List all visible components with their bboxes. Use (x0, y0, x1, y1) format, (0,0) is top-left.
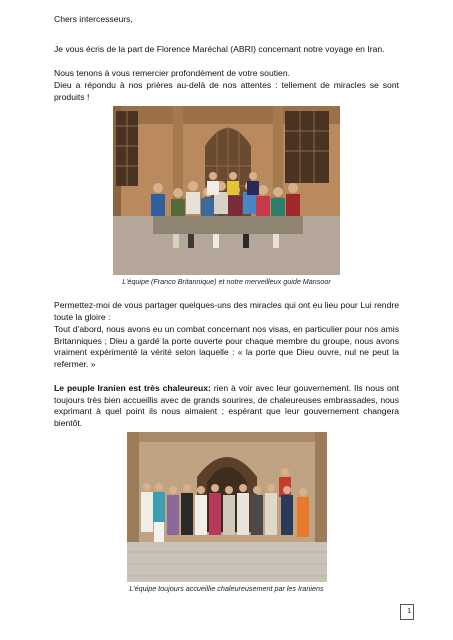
photo-caption-team: L’équipe (Franco Britannique) et notre merveilleux guide Mansoor (122, 277, 331, 286)
miracles-intro: Permettez-moi de vous partager quelques-uns des miracles qui ont eu lieu pour Lui rendre toute la gloire : (54, 300, 399, 322)
team-photo-image (113, 106, 340, 275)
iranian-people-paragraph (54, 383, 399, 429)
greeting: Chers intercesseurs, (54, 14, 133, 24)
photo-caption-welcome: L’équipe toujours accueillie chaleureusement par les Iraniens (129, 584, 324, 593)
page-number: 1 (400, 604, 414, 620)
visa-paragraph: Tout d’abord, nous avons eu un combat concernant nos visas, en particulier pour nos amis Britanniques ; Dieu a gardé la porte ouverte pour chaque membre du groupe, nous avons vraiment expérimenté la vérité selon laquelle : « la porte que Dieu ouvre, nul ne peut la refermer. » (54, 324, 399, 369)
intro-line-3: Dieu a répondu à nos prières au-delà de nos attentes : tellement de miracles se sont produits ! (54, 80, 399, 102)
intro-line-1: Je vous écris de la part de Florence Maréchal (ABRI) concernant notre voyage en Iran. (54, 44, 385, 54)
section-heading: Le peuple Iranien est très chaleureux: (54, 383, 211, 393)
team-photo (113, 106, 340, 275)
welcome-photo-image (127, 432, 327, 582)
welcome-photo (127, 432, 327, 582)
section-text: rien à voir avec leur gouvernement. Ils nous ont toujours très bien accueillis avec de grands sourires, de chaleureuses embrassades, nous exprimant à quel point ils nous aimaient ; espérant que leur gouvernement changera bientôt. (54, 383, 399, 428)
intro-line-2: Nous tenons à vous remercier profondément de votre soutien. (54, 68, 290, 78)
